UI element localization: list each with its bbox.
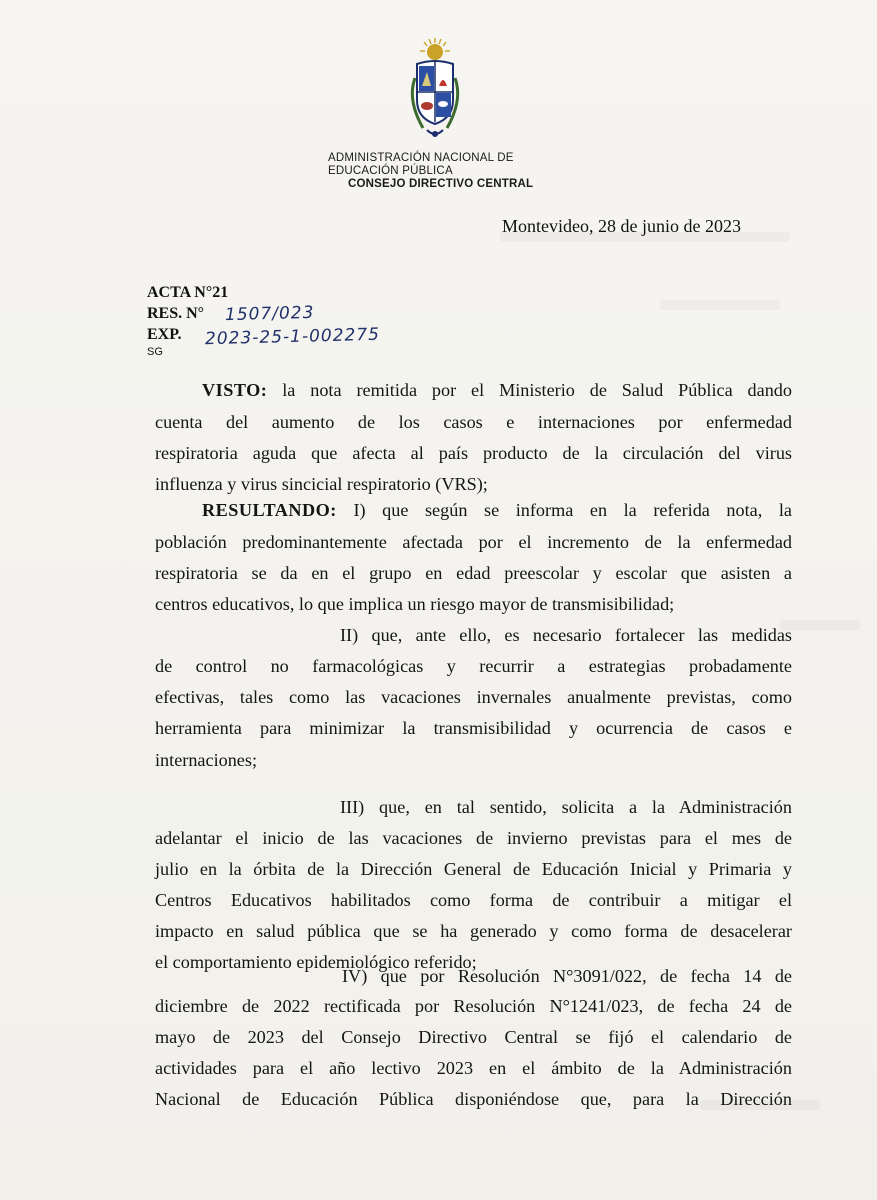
resultando-i-line: población predominantemente afectada por el incremento de la enfermedad [155, 532, 792, 552]
resultando-iii-line: el comportamiento epidemiológico referido; [155, 952, 477, 972]
resultando-label: RESULTANDO: [202, 500, 337, 520]
sun-icon [420, 38, 450, 60]
resultando-i-line: respiratoria se da en el grupo en edad preescolar y escolar que asisten a [155, 563, 792, 583]
resultando-iv-line: diciembre de 2022 rectificada por Resolución N°1241/023, de fecha 24 de [155, 996, 792, 1016]
org-council-name: CONSEJO DIRECTIVO CENTRAL [348, 178, 534, 190]
resultando-ii-line: internaciones; [155, 750, 258, 770]
resolution-label: RES. N° [147, 305, 205, 322]
resultando-ii-line: II) que, ante ello, es necesario fortalecer las medidas [340, 625, 792, 645]
expediente-number-handwritten: 2023-25-1-002275 [204, 324, 381, 350]
show-through-texture [780, 620, 860, 630]
sg-initials: SG [147, 346, 163, 358]
visto-line: influenza y virus sincicial respiratorio (VRS); [155, 474, 488, 494]
visto-line: cuenta del aumento de los casos e internaciones por enfermedad [155, 412, 792, 432]
resultando-iii-line: III) que, en tal sentido, solicita a la Administración [340, 797, 792, 817]
resultando-iii-line: impacto en salud pública que se ha generado y como forma de desacelerar [155, 921, 792, 941]
resultando-paragraph-first-line: RESULTANDO: I) que según se informa en la referida nota, la [202, 500, 792, 520]
org-name-line1: ADMINISTRACIÓN NACIONAL DE [328, 152, 514, 164]
resultando-iii-line: adelantar el inicio de las vacaciones de invierno previstas para el mes de [155, 828, 792, 848]
resultando-ii-line: herramienta para minimizar la transmisibilidad y ocurrencia de casos e [155, 718, 792, 738]
acta-number: ACTA N°21 [147, 284, 229, 301]
resultando-iv-line: actividades para el año lectivo 2023 en el ámbito de la Administración [155, 1058, 792, 1078]
expediente-label: EXP. [147, 326, 182, 343]
resultando-ii-line: efectivas, tales como las vacaciones invernales anualmente previstas, como [155, 687, 792, 707]
document-date: Montevideo, 28 de junio de 2023 [502, 216, 741, 236]
show-through-texture [660, 300, 780, 310]
resultando-iv-line: mayo de 2023 del Consejo Directivo Central se fijó el calendario de [155, 1027, 792, 1047]
resultando-iii-line: julio en la órbita de la Dirección General de Educación Inicial y Primaria y [155, 859, 792, 879]
resultando-iii-line: Centros Educativos habilitados como forma de contribuir a mitigar el [155, 890, 792, 910]
visto-paragraph-first-line: VISTO: la nota remitida por el Ministerio de Salud Pública dando [202, 380, 792, 400]
visto-label: VISTO: [202, 380, 268, 400]
resultando-i-line: centros educativos, lo que implica un riesgo mayor de transmisibilidad; [155, 594, 675, 614]
resultando-iv-line: IV) que por Resolución N°3091/022, de fecha 14 de [342, 966, 792, 986]
visto-line: respiratoria aguda que afecta al país producto de la circulación del virus [155, 443, 792, 463]
org-name-line2: EDUCACIÓN PÚBLICA [328, 165, 453, 177]
resultando-ii-line: de control no farmacológicas y recurrir a estrategias probadamente [155, 656, 792, 676]
resultando-iv-line: Nacional de Educación Pública disponiéndose que, para la Dirección [155, 1089, 792, 1109]
coat-of-arms-seal [403, 38, 467, 146]
resolution-number-handwritten: 1507/023 [224, 302, 315, 326]
